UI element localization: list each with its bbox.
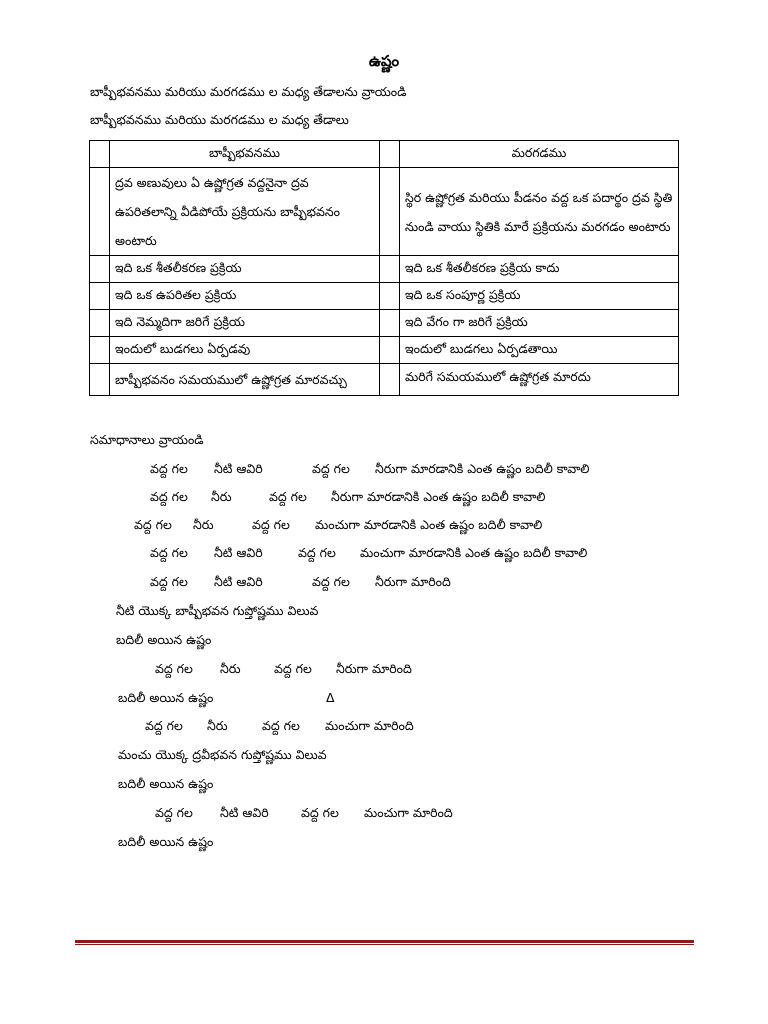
boiling-cell: ఇది ఒక శీతలీకరణ ప్రక్రియ కాదు bbox=[400, 256, 679, 283]
list-item-text: నీరుగా మారింది bbox=[336, 661, 412, 676]
list-item-text: మంచుగా మారడానికి ఎంత ఉష్ణం బదిలీ కావాలి bbox=[360, 545, 588, 560]
list-item-text: మంచుగా మారింది bbox=[364, 805, 453, 820]
table-margin-cell bbox=[90, 310, 110, 337]
table-gap-cell bbox=[380, 168, 400, 256]
list-item-text: నీరుగా మారింది bbox=[375, 574, 451, 589]
table-gap-cell bbox=[380, 337, 400, 364]
list-item-text: నీరుగా మారడానికి ఎంత ఉష్ణం బదిలీ కావాలి bbox=[375, 461, 590, 476]
list-item-text: వద్ద గల bbox=[312, 461, 350, 476]
table-margin-cell bbox=[90, 168, 110, 256]
heat-transferred-label: బదిలీ అయిన ఉష్ణం bbox=[118, 834, 214, 849]
list-item-text: నీటి ఆవిరి bbox=[214, 574, 263, 589]
table-gap-cell bbox=[380, 141, 400, 168]
heat-transferred-label: బదిలీ అయిన ఉష్ణం bbox=[118, 690, 214, 705]
list-item-text: నీరు bbox=[193, 517, 214, 532]
list-item-text: వద్ద గల bbox=[155, 661, 193, 676]
list-item-text: నీరు bbox=[220, 661, 241, 676]
boiling-cell: ఇది వేగం గా జరిగే ప్రక్రియ bbox=[400, 310, 679, 337]
list-item-text: వద్ద గల bbox=[252, 517, 290, 532]
latent-heat-fusion: మంచు యొక్క ద్రవీభవన గుప్తోష్ణము విలువ bbox=[118, 747, 327, 762]
list-item-text: వద్ద గల bbox=[134, 517, 172, 532]
list-item-text: వద్ద గల bbox=[262, 718, 300, 733]
table-gap-cell bbox=[380, 283, 400, 310]
table-margin-cell bbox=[90, 337, 110, 364]
table-row bbox=[90, 337, 679, 364]
header-boiling: మరగడము bbox=[400, 141, 679, 168]
list-item-text: నీటి ఆవిరి bbox=[220, 805, 269, 820]
table-gap-cell bbox=[380, 364, 400, 396]
list-item-text: వద్ద గల bbox=[145, 718, 183, 733]
list-item-text: నీటి ఆవిరి bbox=[214, 545, 263, 560]
table-row bbox=[90, 310, 679, 337]
list-item-text: వద్ద గల bbox=[269, 489, 307, 504]
boiling-cell: ఇది ఒక సంపూర్ణ ప్రక్రియ bbox=[400, 283, 679, 310]
header-evaporation: బాష్పీభవనము bbox=[110, 141, 380, 168]
question-2: సమాధానాలు వ్రాయండి bbox=[90, 432, 204, 447]
list-item-text: వద్ద గల bbox=[298, 545, 336, 560]
table-margin-cell bbox=[90, 141, 110, 168]
boiling-cell: ఇందులో బుడగలు ఏర్పడతాయి bbox=[400, 337, 679, 364]
table-row bbox=[90, 364, 679, 396]
evaporation-cell: ద్రవ అణువులు ఏ ఉష్ణోగ్రత వద్దనైనా ద్రవ ఉపరితలాన్ని వీడిపోయే ప్రక్రియను బాష్పీభవనం అంటారు bbox=[110, 168, 380, 256]
footer-divider bbox=[75, 940, 694, 945]
question-1-heading: బాష్పీభవనము మరియు మరగడము ల మధ్య తేడాలు bbox=[90, 112, 349, 127]
list-item-text: నీటి ఆవిరి bbox=[214, 461, 263, 476]
list-item-text: వద్ద గల bbox=[312, 574, 350, 589]
evaporation-cell: ఇది ఒక శీతలీకరణ ప్రక్రియ bbox=[110, 256, 380, 283]
evaporation-cell: ఇది నెమ్మదిగా జరిగే ప్రక్రియ bbox=[110, 310, 380, 337]
list-item-text: వద్ద గల bbox=[274, 661, 312, 676]
evaporation-cell: ఇందులో బుడగలు ఏర్పడవు bbox=[110, 337, 380, 364]
list-item-text: నీరు bbox=[207, 718, 228, 733]
table-margin-cell bbox=[90, 256, 110, 283]
latent-heat-vaporization: నీటి యొక్క బాష్పీభవన గుప్తోష్ణము విలువ bbox=[116, 603, 319, 618]
list-item-text: వద్ద గల bbox=[150, 461, 188, 476]
table-row bbox=[90, 168, 679, 256]
evaporation-cell: ఇది ఒక ఉపరితల ప్రక్రియ bbox=[110, 283, 380, 310]
question-1: బాష్పీభవనము మరియు మరగడము ల మధ్య తేడాలను వ్రాయండి bbox=[90, 84, 407, 99]
list-item-text: నీరుగా మారడానికి ఎంత ఉష్ణం బదిలీ కావాలి bbox=[331, 489, 546, 504]
list-item-text: నీరు bbox=[211, 489, 232, 504]
page-title: ఉష్ణం bbox=[368, 52, 400, 70]
evaporation-cell: బాష్పీభవనం సమయములో ఉష్ణోగ్రత మారవచ్చు bbox=[110, 364, 380, 396]
heat-transferred-label: బదిలీ అయిన ఉష్ణం bbox=[118, 776, 214, 791]
comparison-table bbox=[89, 140, 679, 396]
boiling-cell: మరిగే సమయములో ఉష్ణోగ్రత మారదు bbox=[400, 364, 679, 396]
table-gap-cell bbox=[380, 256, 400, 283]
list-item-text: వద్ద గల bbox=[150, 574, 188, 589]
list-item-text: వద్ద గల bbox=[150, 489, 188, 504]
boiling-cell: స్థిర ఉష్ణోగ్రత మరియు పీడనం వద్ద ఒక పదార్థం ద్రవ స్థితి నుండి వాయు స్థితికి మారే ప్రక్రియను మరగడం అంటారు bbox=[400, 168, 679, 256]
list-item-text: మంచుగా మారింది bbox=[325, 718, 414, 733]
table-margin-cell bbox=[90, 364, 110, 396]
table-row bbox=[90, 256, 679, 283]
table-row bbox=[90, 283, 679, 310]
delta-symbol: Δ bbox=[326, 690, 335, 705]
list-item-text: వద్ద గల bbox=[301, 805, 339, 820]
table-header-row bbox=[90, 141, 679, 168]
list-item-text: వద్ద గల bbox=[155, 805, 193, 820]
table-gap-cell bbox=[380, 310, 400, 337]
heat-transferred-label: బదిలీ అయిన ఉష్ణం bbox=[116, 632, 212, 647]
list-item-text: మంచుగా మారడానికి ఎంత ఉష్ణం బదిలీ కావాలి bbox=[315, 517, 543, 532]
table-margin-cell bbox=[90, 283, 110, 310]
list-item-text: వద్ద గల bbox=[150, 545, 188, 560]
